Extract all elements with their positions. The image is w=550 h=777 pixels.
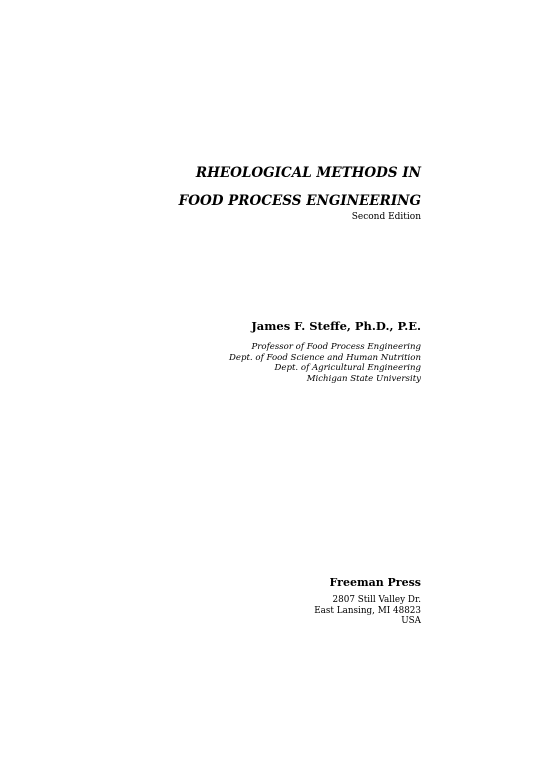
affiliation-line: Dept. of Agricultural Engineering bbox=[274, 363, 421, 373]
address-line: USA bbox=[401, 616, 421, 626]
affiliation-line: Dept. of Food Science and Human Nutrition bbox=[229, 352, 421, 363]
book-title-line-1: RHEOLOGICAL METHODS IN bbox=[195, 165, 421, 181]
address-line: 2807 Still Valley Dr. bbox=[332, 595, 421, 605]
author-affiliations bbox=[229, 342, 421, 384]
publisher-address bbox=[314, 595, 421, 627]
affiliation-line: Michigan State University bbox=[306, 373, 421, 384]
affiliation-line: Professor of Food Process Engineering bbox=[251, 342, 421, 352]
book-title-line-2: FOOD PROCESS ENGINEERING bbox=[178, 193, 421, 209]
publisher-name: Freeman Press bbox=[329, 576, 421, 589]
edition-label: Second Edition bbox=[351, 212, 421, 222]
author-name: James F. Steffe, Ph.D., P.E. bbox=[251, 319, 421, 333]
address-line: East Lansing, MI 48823 bbox=[314, 605, 421, 616]
